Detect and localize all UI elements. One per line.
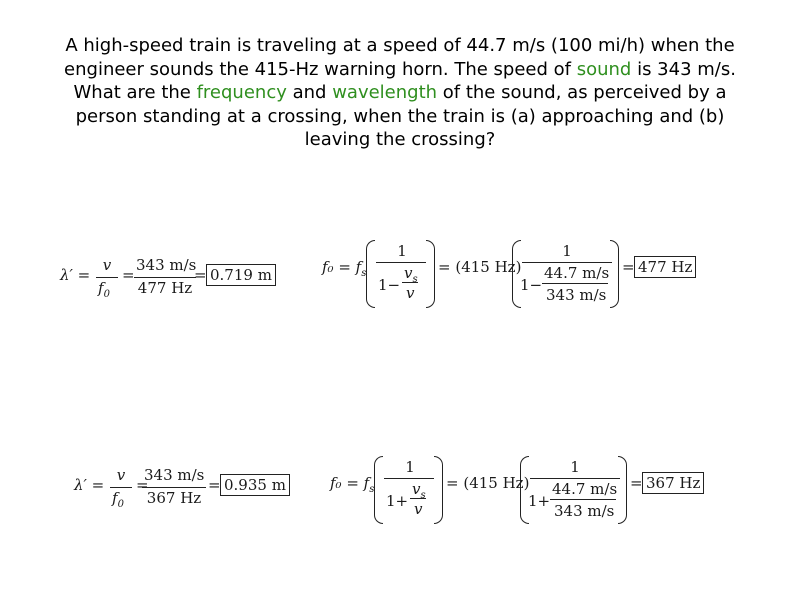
numerator-value: 343 m/s xyxy=(136,256,197,274)
fraction-bar xyxy=(142,487,206,488)
denominator-value: 367 Hz xyxy=(146,489,202,507)
fraction-bar xyxy=(96,277,118,278)
f0-lhs: $f_0 = f_s$ xyxy=(330,474,375,495)
equation-frequency-approaching xyxy=(322,238,702,312)
one: 1 xyxy=(397,242,407,260)
equation-wavelength-leaving xyxy=(74,460,294,520)
fraction-bar xyxy=(384,478,434,479)
one-minus: 1− xyxy=(520,276,543,294)
vs-symbol: $v_s$ xyxy=(412,480,426,501)
numerator-value: 343 m/s xyxy=(144,466,205,484)
denominator-value: 477 Hz xyxy=(137,279,193,297)
right-paren xyxy=(426,240,435,308)
small-numerator: 44.7 m/s xyxy=(544,264,610,282)
fraction-bar xyxy=(522,262,612,263)
fraction-bar xyxy=(134,277,196,278)
problem-text-4: of the sound, as perceived by a person standing at a crossing, when the train is (a) approaching and (b) leaving the crossing? xyxy=(75,82,727,150)
problem-text-2: is 343 m/s. What are the xyxy=(73,58,736,103)
equation-wavelength-approaching xyxy=(60,250,280,310)
right-paren xyxy=(434,456,443,524)
left-paren xyxy=(366,240,375,308)
fraction-bar xyxy=(550,499,616,500)
one: 1 xyxy=(570,458,580,476)
vs-symbol: $v_s$ xyxy=(404,264,418,285)
fraction-bar xyxy=(530,478,620,479)
f0-lhs: $f_0 = f_s$ xyxy=(322,258,367,279)
equals-sign: = xyxy=(622,258,635,276)
small-denominator: 343 m/s xyxy=(554,502,615,520)
fraction-bar xyxy=(376,262,426,263)
one: 1 xyxy=(562,242,572,260)
result-box: 0.719 m xyxy=(206,264,276,286)
f0-symbol: $f_0$ xyxy=(112,489,124,510)
v-symbol: v xyxy=(414,500,423,518)
one-plus: 1+ xyxy=(386,492,409,510)
fraction-bar xyxy=(410,498,426,499)
equals-sign: = xyxy=(630,474,643,492)
equals-sign: = xyxy=(194,266,207,284)
small-numerator: 44.7 m/s xyxy=(552,480,618,498)
small-denominator: 343 m/s xyxy=(546,286,607,304)
eq-415hz: = (415 Hz) xyxy=(446,474,530,492)
equals-sign: = xyxy=(208,476,221,494)
lambda-lhs: λ′ = xyxy=(74,476,105,494)
keyword-frequency: frequency xyxy=(196,82,287,103)
problem-text-3: and xyxy=(286,82,333,103)
fraction-bar xyxy=(110,487,132,488)
lambda-lhs: λ′ = xyxy=(60,266,91,284)
one-minus: 1− xyxy=(378,276,401,294)
v-symbol: v xyxy=(406,284,415,302)
keyword-wavelength: wavelength xyxy=(332,82,438,103)
result-box: 477 Hz xyxy=(634,256,696,278)
fraction-bar xyxy=(402,282,418,283)
equation-frequency-leaving xyxy=(330,454,710,528)
keyword-sound: sound xyxy=(576,58,632,80)
f0-symbol: $f_0$ xyxy=(98,279,110,300)
one-plus: 1+ xyxy=(528,492,551,510)
left-paren xyxy=(520,456,529,524)
result-box: 0.935 m xyxy=(220,474,290,496)
problem-statement xyxy=(40,34,760,152)
fraction-bar xyxy=(542,283,608,284)
equals-sign: = xyxy=(122,266,135,284)
v-symbol: v xyxy=(102,256,112,274)
right-paren xyxy=(618,456,627,524)
problem-text-1: A high-speed train is traveling at a speed of 44.7 m/s (100 mi/h) when the engineer sounds the 415-Hz warning horn. The speed of xyxy=(64,35,735,80)
left-paren xyxy=(512,240,521,308)
v-symbol: v xyxy=(116,466,126,484)
right-paren xyxy=(610,240,619,308)
left-paren xyxy=(374,456,383,524)
result-box: 367 Hz xyxy=(642,472,704,494)
one: 1 xyxy=(405,458,415,476)
eq-415hz: = (415 Hz) xyxy=(438,258,522,276)
equals-sign: = xyxy=(136,476,149,494)
